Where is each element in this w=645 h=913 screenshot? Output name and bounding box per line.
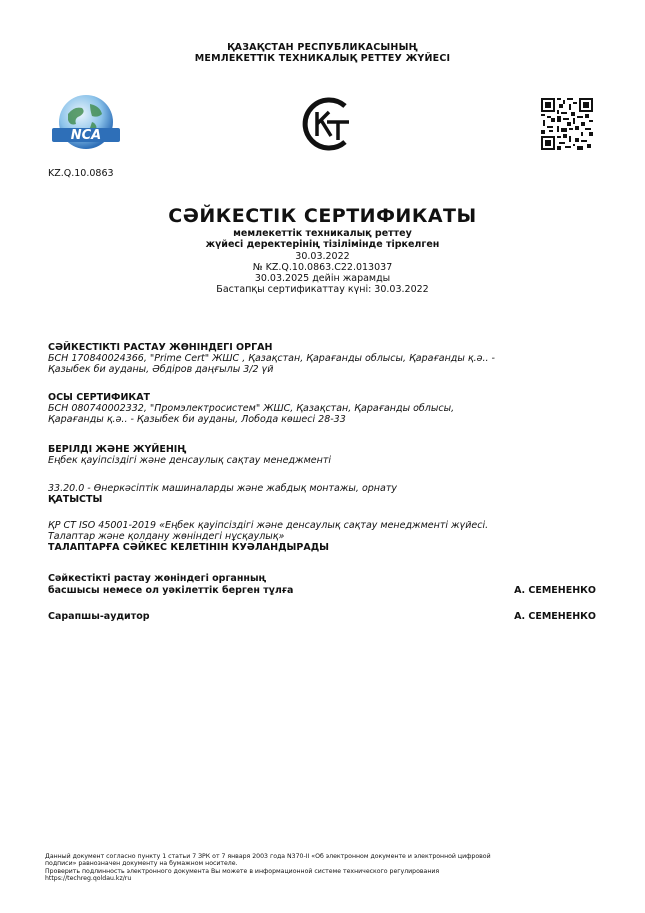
certificate-number: № KZ.Q.10.0863.C22.013037 bbox=[252, 262, 393, 273]
holder-line-2: Қарағанды қ.ә.. - Қазыбек би ауданы, Лобода көшесі 28-33 bbox=[48, 414, 346, 425]
head-signatory-name: А. СЕМЕНЕНКО bbox=[514, 585, 596, 596]
footer-line-1: Данный документ согласно пункту 1 статьи 7 ЗРК от 7 января 2003 года N370-II «Об электронном документе и электронной цифровой bbox=[45, 853, 491, 860]
issue-date: 30.03.2022 bbox=[295, 251, 350, 262]
standard-section bbox=[48, 520, 608, 553]
footer-line-3: Проверить подлинность электронного документа Вы можете в информационной системе технического регулирования bbox=[45, 867, 440, 875]
scope-line-1: 33.20.0 - Өнеркәсіптік машиналарды және жабдық монтажы, орнату bbox=[48, 483, 397, 494]
auditor-label: Сарапшы-аудитор bbox=[48, 611, 150, 622]
footer-line-2: подписи» равнозначен документу на бумажном носителе. bbox=[45, 860, 238, 868]
registration-code: KZ.Q.10.0863 bbox=[48, 168, 114, 179]
scope-heading: ҚАТЫСТЫ bbox=[48, 494, 103, 505]
footer-link[interactable]: https://techreg.qoldau.kz/ru bbox=[45, 875, 132, 883]
certification-body-line-2: Қазыбек би ауданы, Әбдіров даңғылы 3/2 үй bbox=[48, 364, 274, 375]
initial-certification-date: Бастапқы сертификаттау күні: 30.03.2022 bbox=[216, 284, 429, 295]
standard-line-2: Талаптар және қолдану жөніндегі нұсқаулық» bbox=[48, 531, 285, 542]
valid-until: 30.03.2025 дейін жарамды bbox=[254, 273, 391, 284]
holder-line-1: БСН 080740002332, "Промэлектросистем" ЖШС, Қазақстан, Қарағанды облысы, bbox=[48, 403, 455, 414]
certification-body-heading: СӘЙКЕСТІКТІ РАСТАУ ЖӨНІНДЕГІ ОРГАН bbox=[48, 342, 273, 353]
certificate-title: СӘЙКЕСТІК СЕРТИФИКАТЫ bbox=[168, 205, 477, 227]
head-signatory-label-line-2: басшысы немесе ол уәкілеттік берген тұлға bbox=[48, 585, 294, 596]
system-line-1: Еңбек қауіпсіздігі және денсаулық сақтау менеджменті bbox=[48, 455, 332, 466]
subtitle-line-2: жүйесі деректерінің тізілімінде тіркелген bbox=[205, 239, 440, 250]
scope-section bbox=[48, 483, 608, 505]
head-signatory-label-line-1: Сәйкестікті растау жөніндегі органның bbox=[48, 573, 267, 584]
footer-note bbox=[45, 853, 605, 883]
header-line-1: ҚАЗАҚСТАН РЕСПУБЛИКАСЫНЫҢ bbox=[227, 42, 418, 53]
certification-body-section bbox=[48, 342, 608, 375]
holder-heading: ОСЫ СЕРТИФИКАТ bbox=[48, 392, 151, 403]
nca-logo bbox=[48, 92, 124, 158]
auditor-name: А. СЕМЕНЕНКО bbox=[514, 611, 596, 622]
management-system-section bbox=[48, 444, 608, 466]
qr-code bbox=[541, 98, 593, 150]
certificate-holder-section bbox=[48, 392, 608, 425]
header-line-2: МЕМЛЕКЕТТІК ТЕХНИКАЛЫҚ РЕТТЕУ ЖҮЙЕСІ bbox=[194, 53, 451, 64]
subtitle-line-1: мемлекеттік техникалық реттеу bbox=[233, 228, 412, 239]
kt-conformity-mark bbox=[295, 94, 355, 154]
nca-logo-text: NCA bbox=[70, 128, 102, 143]
standard-line-1: ҚР СТ ISO 45001-2019 «Еңбек қауіпсіздігі және денсаулық сақтау менеджменті жүйесі. bbox=[48, 520, 489, 531]
standard-heading: ТАЛАПТАРҒА СӘЙКЕС КЕЛЕТІНІН КУӘЛАНДЫРАДЫ bbox=[48, 542, 329, 553]
system-heading: БЕРІЛДІ ЖӘНЕ ЖҮЙЕНІҢ bbox=[48, 444, 187, 455]
certification-body-line-1: БСН 170840024366, "Prime Cert" ЖШС , Қазақстан, Қарағанды облысы, Қарағанды қ.ә.. - bbox=[48, 353, 495, 364]
